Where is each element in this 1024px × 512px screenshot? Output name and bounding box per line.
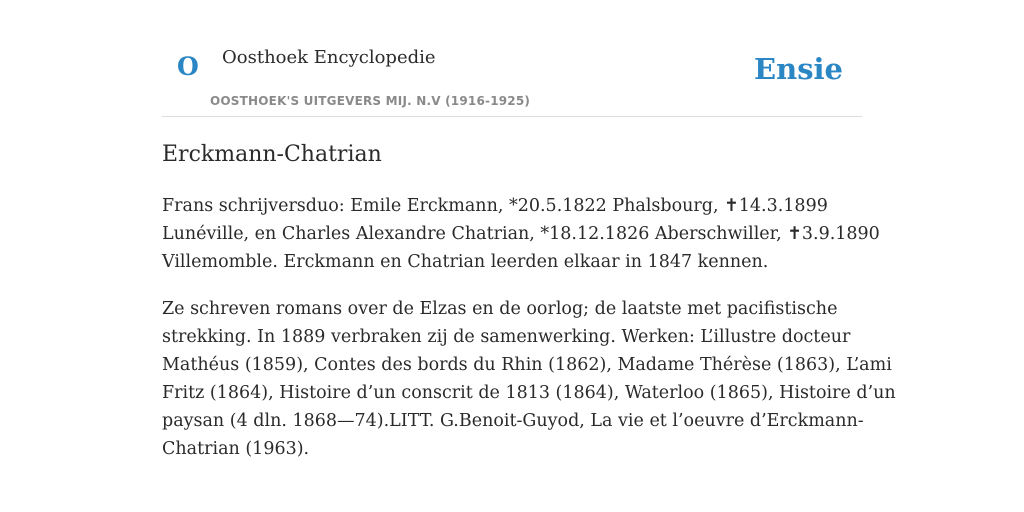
site-header — [162, 0, 862, 117]
site-logo[interactable]: O — [177, 52, 199, 81]
site-title[interactable]: Oosthoek Encyclopedie — [222, 47, 436, 68]
article-paragraph-2 — [162, 295, 896, 463]
paragraph-line: Fritz (1864), Histoire d’un conscrit de 1813 (1864), Waterloo (1865), Histoire d’un — [162, 383, 896, 403]
page-container — [162, 0, 896, 459]
paragraph-line: Ze schreven romans over de Elzas en de oorlog; de laatste met pacifistische — [162, 299, 838, 319]
publisher-subtitle: OOSTHOEK'S UITGEVERS MIJ. N.V (1916-1925) — [210, 94, 531, 108]
paragraph-line: Mathéus (1859), Contes des bords du Rhin (1862), Madame Thérèse (1863), L’ami — [162, 355, 892, 375]
paragraph-line: Villemomble. Erckmann en Chatrian leerden elkaar in 1847 kennen. — [162, 252, 769, 272]
paragraph-line: Lunéville, en Charles Alexandre Chatrian, *18.12.1826 Aberschwiller, ✝3.9.1890 — [162, 224, 880, 244]
brand-logo[interactable]: Ensie — [754, 52, 843, 86]
paragraph-line: Frans schrijversduo: Emile Erckmann, *20.5.1822 Phalsbourg, ✝14.3.1899 — [162, 196, 828, 216]
paragraph-line: paysan (4 dln. 1868—74).LITT. G.Benoit-Guyod, La vie et l’oeuvre d’Erckmann- — [162, 411, 864, 431]
paragraph-line: Chatrian (1963). — [162, 439, 310, 459]
article-title: Erckmann-Chatrian — [162, 142, 382, 167]
paragraph-line: strekking. In 1889 verbraken zij de samenwerking. Werken: L’illustre docteur — [162, 327, 851, 347]
article-paragraph-1 — [162, 192, 880, 276]
